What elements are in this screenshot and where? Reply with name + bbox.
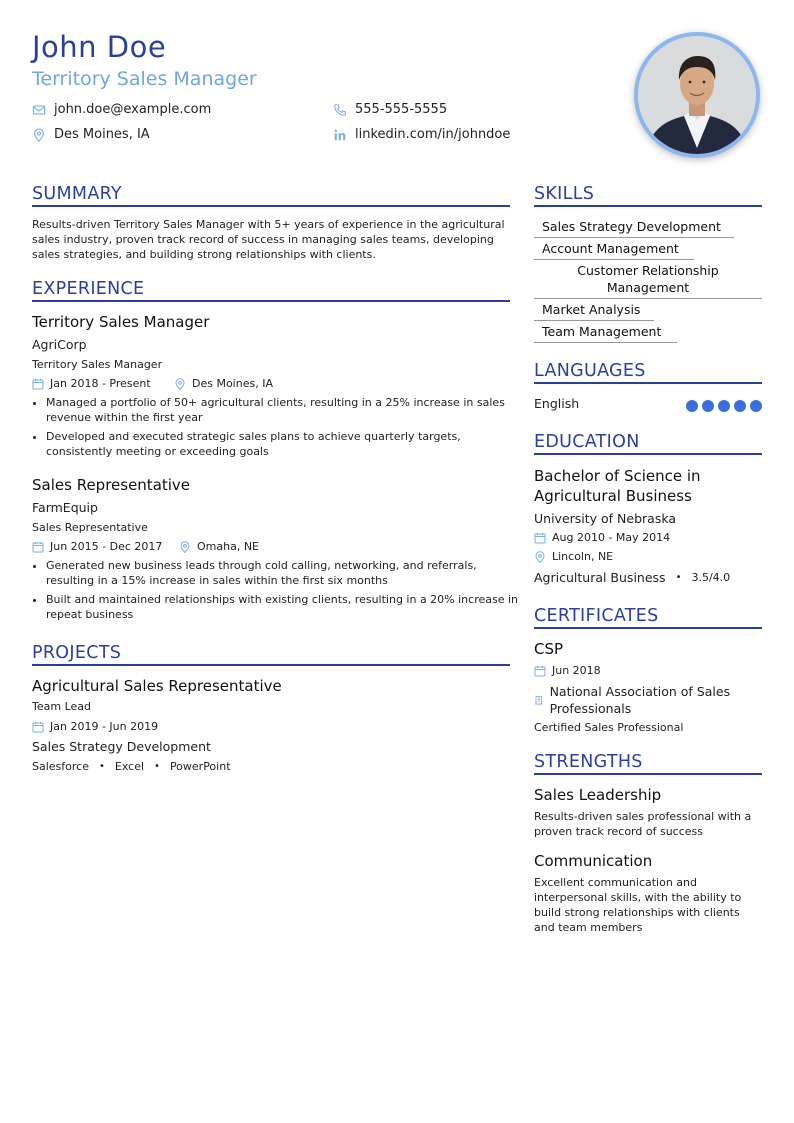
- job-bullets: [32, 395, 524, 463]
- summary-heading: SUMMARY: [32, 184, 510, 207]
- education-location: [534, 550, 613, 563]
- tool-item: PowerPoint: [169, 760, 231, 773]
- skill-tag: Market Analysis: [534, 301, 654, 321]
- bullet-separator: •: [675, 572, 682, 583]
- certificate-date-text: Jun 2018: [552, 664, 601, 677]
- job-location: [179, 540, 259, 553]
- language-name: English: [534, 396, 580, 411]
- skill-tag: Customer Relationship Management: [534, 262, 762, 299]
- strength-text: Results-driven sales professional with a proven track record of success: [534, 810, 752, 838]
- experience-heading: EXPERIENCE: [32, 279, 510, 302]
- building-icon: [534, 694, 544, 706]
- list-item: • Built and maintained relationships with existing clients, resulting in a 20% increase in repeat business: [46, 592, 524, 622]
- project-subtitle: Sales Strategy Development: [32, 739, 211, 754]
- calendar-icon: [534, 532, 546, 544]
- bullet-separator: •: [98, 761, 105, 772]
- profile-photo: [638, 36, 756, 154]
- map-pin-icon: [32, 128, 46, 142]
- list-item: • Developed and executed strategic sales plans to achieve quarterly targets, consistently meeting or exceeding goals: [46, 429, 524, 459]
- certificate-date: [534, 664, 601, 677]
- project-tools: [32, 760, 231, 773]
- education-heading: EDUCATION: [534, 432, 762, 455]
- job-dates-text: Jan 2018 - Present: [50, 377, 151, 390]
- phone-icon: [333, 103, 347, 117]
- bullet-separator: •: [154, 761, 160, 772]
- job-position: Sales Representative: [32, 521, 148, 534]
- job-location: [174, 377, 273, 390]
- calendar-icon: [32, 378, 44, 390]
- gpa-value: 3.5/4.0: [691, 571, 731, 584]
- avatar-portrait: [638, 36, 756, 154]
- project-role: Team Lead: [32, 700, 91, 713]
- school-name: University of Nebraska: [534, 511, 677, 526]
- candidate-name: John Doe: [32, 30, 167, 64]
- company-name: AgriCorp: [32, 337, 87, 352]
- proficiency-dot: [734, 400, 746, 412]
- linkedin-contact[interactable]: [333, 127, 510, 142]
- job-position: Territory Sales Manager: [32, 358, 163, 371]
- degree-title: Bachelor of Science in Agricultural Business: [534, 467, 701, 505]
- location-text: Des Moines, IA: [54, 127, 150, 142]
- proficiency-dot: [686, 400, 698, 412]
- project-dates: [32, 720, 158, 733]
- job-dates: [32, 540, 162, 553]
- location-contact: [32, 127, 150, 142]
- profile-photo-frame: [634, 32, 760, 158]
- list-item: • Generated new business leads through cold calling, networking, and referrals, resulting in a 15% increase in sales within the first six months: [46, 558, 524, 588]
- education-dates-text: Aug 2010 - May 2014: [552, 531, 671, 544]
- education-location-text: Lincoln, NE: [552, 550, 614, 563]
- map-pin-icon: [534, 551, 546, 563]
- list-item: • Managed a portfolio of 50+ agricultural clients, resulting in a 25% increase in sales revenue within the first year: [46, 395, 524, 425]
- certificates-heading: CERTIFICATES: [534, 606, 762, 629]
- field-of-study: Agricultural Business: [534, 570, 666, 585]
- job-dates: [32, 377, 151, 390]
- job-dates-text: Jun 2015 - Dec 2017: [50, 540, 163, 553]
- tool-item: Excel: [114, 760, 145, 773]
- proficiency-dot: [702, 400, 714, 412]
- job-title: Sales Representative: [32, 476, 191, 494]
- strengths-heading: STRENGTHS: [534, 752, 762, 775]
- strength-text: Excellent communication and interpersonal skills, with the ability to build strong relationships with clients and team members: [534, 876, 742, 934]
- strength-title: Sales Leadership: [534, 786, 662, 804]
- certificate-issuer-text: National Association of Sales Professionals: [549, 684, 731, 716]
- certificate-issuer: [534, 683, 762, 717]
- linkedin-text: linkedin.com/in/johndoe: [355, 127, 511, 142]
- job-bullets: [32, 558, 524, 626]
- project-dates-text: Jan 2019 - Jun 2019: [50, 720, 159, 733]
- skill-tag: Sales Strategy Development: [534, 218, 734, 238]
- certificate-description: Certified Sales Professional: [534, 721, 684, 734]
- education-details: [534, 570, 730, 585]
- certificate-name: CSP: [534, 640, 564, 658]
- map-pin-icon: [174, 378, 186, 390]
- job-title: Territory Sales Manager: [32, 313, 210, 331]
- language-level: [686, 400, 762, 412]
- linkedin-icon: [333, 128, 347, 142]
- calendar-icon: [32, 541, 44, 553]
- strength-title: Communication: [534, 852, 653, 870]
- map-pin-icon: [179, 541, 191, 553]
- languages-heading: LANGUAGES: [534, 361, 762, 384]
- skill-tag: Team Management: [534, 323, 677, 343]
- company-name: FarmEquip: [32, 500, 98, 515]
- education-dates: [534, 531, 670, 544]
- job-location-text: Omaha, NE: [197, 540, 259, 553]
- envelope-icon: [32, 103, 46, 117]
- skill-tag: Account Management: [534, 240, 694, 260]
- email-text: john.doe@example.com: [54, 102, 212, 117]
- calendar-icon: [32, 721, 44, 733]
- project-title: Agricultural Sales Representative: [32, 677, 282, 695]
- tool-item: Salesforce: [32, 760, 89, 773]
- candidate-title: Territory Sales Manager: [32, 68, 257, 90]
- summary-text: Results-driven Territory Sales Manager with 5+ years of experience in the agricultural sales industry, proven track record of success in managing sales teams, developing sales strategies, and building strong relationships with clients.: [32, 218, 505, 261]
- proficiency-dot: [718, 400, 730, 412]
- phone-text: 555-555-5555: [355, 102, 448, 117]
- skills-heading: SKILLS: [534, 184, 762, 207]
- projects-heading: PROJECTS: [32, 643, 510, 666]
- email-contact[interactable]: [32, 102, 211, 117]
- calendar-icon: [534, 665, 546, 677]
- proficiency-dot: [750, 400, 762, 412]
- job-location-text: Des Moines, IA: [192, 377, 273, 390]
- phone-contact[interactable]: [333, 102, 447, 117]
